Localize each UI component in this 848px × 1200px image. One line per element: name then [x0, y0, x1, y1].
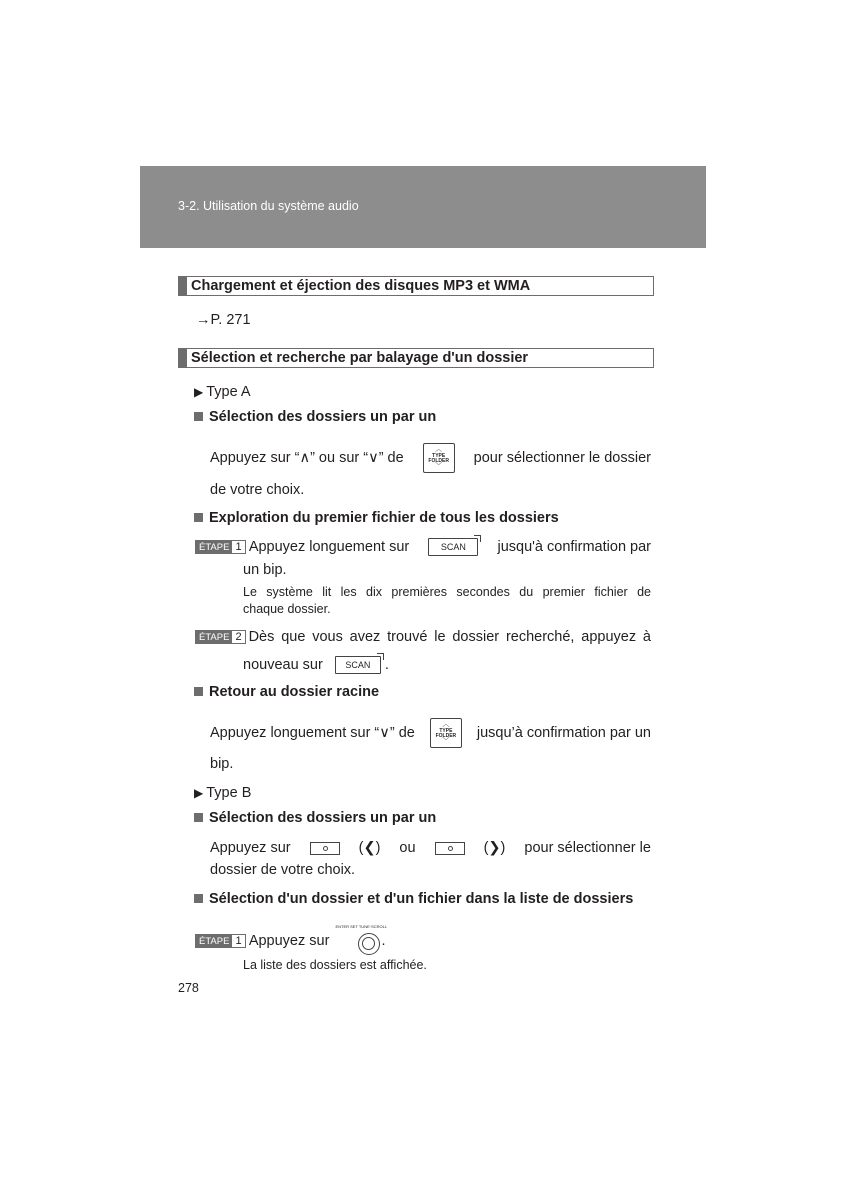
- step-1-scan: ÉTAPE 1 Appuyez longuement sur SCAN jusqu'à confirmation par: [195, 538, 651, 556]
- section-heading-folder-selection: Sélection et recherche par balayage d'un dossier: [178, 348, 654, 368]
- etape-1-badge: ÉTAPE 1: [195, 934, 246, 948]
- type-a-label: ▶ Type A: [194, 384, 251, 400]
- etape-2-badge: ÉTAPE 2: [195, 630, 246, 644]
- paragraph-type-a-select: Appuyez sur “∧” ou sur “∨” de ︿ TYPE FOLDER ﹀ pour sélectionner le dossier: [210, 443, 651, 473]
- subheading-scan-first-file: Exploration du premier fichier de tous les dossiers: [194, 510, 559, 526]
- square-bullet-icon: [194, 687, 203, 696]
- square-bullet-icon: [194, 813, 203, 822]
- paragraph-root-folder-end: bip.: [210, 756, 234, 772]
- subheading-root-folder: Retour au dossier racine: [194, 684, 379, 700]
- scan-button-icon: SCAN: [428, 538, 478, 556]
- type-b-label: ▶ Type B: [194, 785, 252, 801]
- square-bullet-icon: [194, 513, 203, 522]
- paragraph-type-b-select: Appuyez sur (❮) ou (❯) pour sélectionner le: [210, 840, 651, 856]
- etape-1-badge: ÉTAPE 1: [195, 540, 246, 554]
- page-reference: →P. 271: [196, 312, 251, 328]
- preset-button-icon: [435, 842, 465, 855]
- note-step-1-line2: chaque dossier.: [243, 602, 331, 616]
- step-1-type-b: ÉTAPE 1 Appuyez sur ENTER SET TUNE·SCROLL .: [195, 925, 386, 955]
- square-bullet-icon: [194, 894, 203, 903]
- triangle-bullet-icon: ▶: [194, 385, 204, 399]
- subheading-folder-list: Sélection d'un dossier et d'un fichier dans la liste de dossiers: [194, 891, 633, 907]
- paragraph-type-b-select-end: dossier de votre choix.: [210, 862, 356, 878]
- page-number: 278: [178, 981, 199, 995]
- paragraph-root-folder: Appuyez longuement sur “∨” de ︿ TYPE FOLDER ﹀ jusqu’à confirmation par un: [210, 718, 651, 748]
- scan-button-icon: SCAN: [335, 656, 381, 674]
- step-2-scan-end: nouveau sur SCAN .: [243, 656, 389, 673]
- paragraph-type-a-select-end: de votre choix.: [210, 482, 305, 498]
- tune-scroll-knob-icon: ENTER SET TUNE·SCROLL: [333, 925, 377, 955]
- preset-button-icon: [310, 842, 340, 855]
- subheading-folder-one-by-one: Sélection des dossiers un par un: [194, 409, 436, 425]
- type-folder-button-icon: ︿ TYPE FOLDER ﹀: [430, 718, 462, 748]
- section-heading-loading: Chargement et éjection des disques MP3 et WMA: [178, 276, 654, 296]
- note-folder-list: La liste des dossiers est affichée.: [243, 958, 427, 972]
- square-bullet-icon: [194, 412, 203, 421]
- type-folder-button-icon: ︿ TYPE FOLDER ﹀: [423, 443, 455, 473]
- step-2-scan: ÉTAPE 2 Dès que vous avez trouvé le dossier recherché, appuyez à: [195, 629, 651, 645]
- chapter-title: 3-2. Utilisation du système audio: [178, 199, 359, 213]
- step-1-scan-end: un bip.: [243, 562, 287, 578]
- triangle-bullet-icon: ▶: [194, 786, 204, 800]
- note-step-1-line1: Le système lit les dix premières secondes du premier fichier de: [243, 585, 651, 599]
- subheading-type-b-folder-one-by-one: Sélection des dossiers un par un: [194, 810, 436, 826]
